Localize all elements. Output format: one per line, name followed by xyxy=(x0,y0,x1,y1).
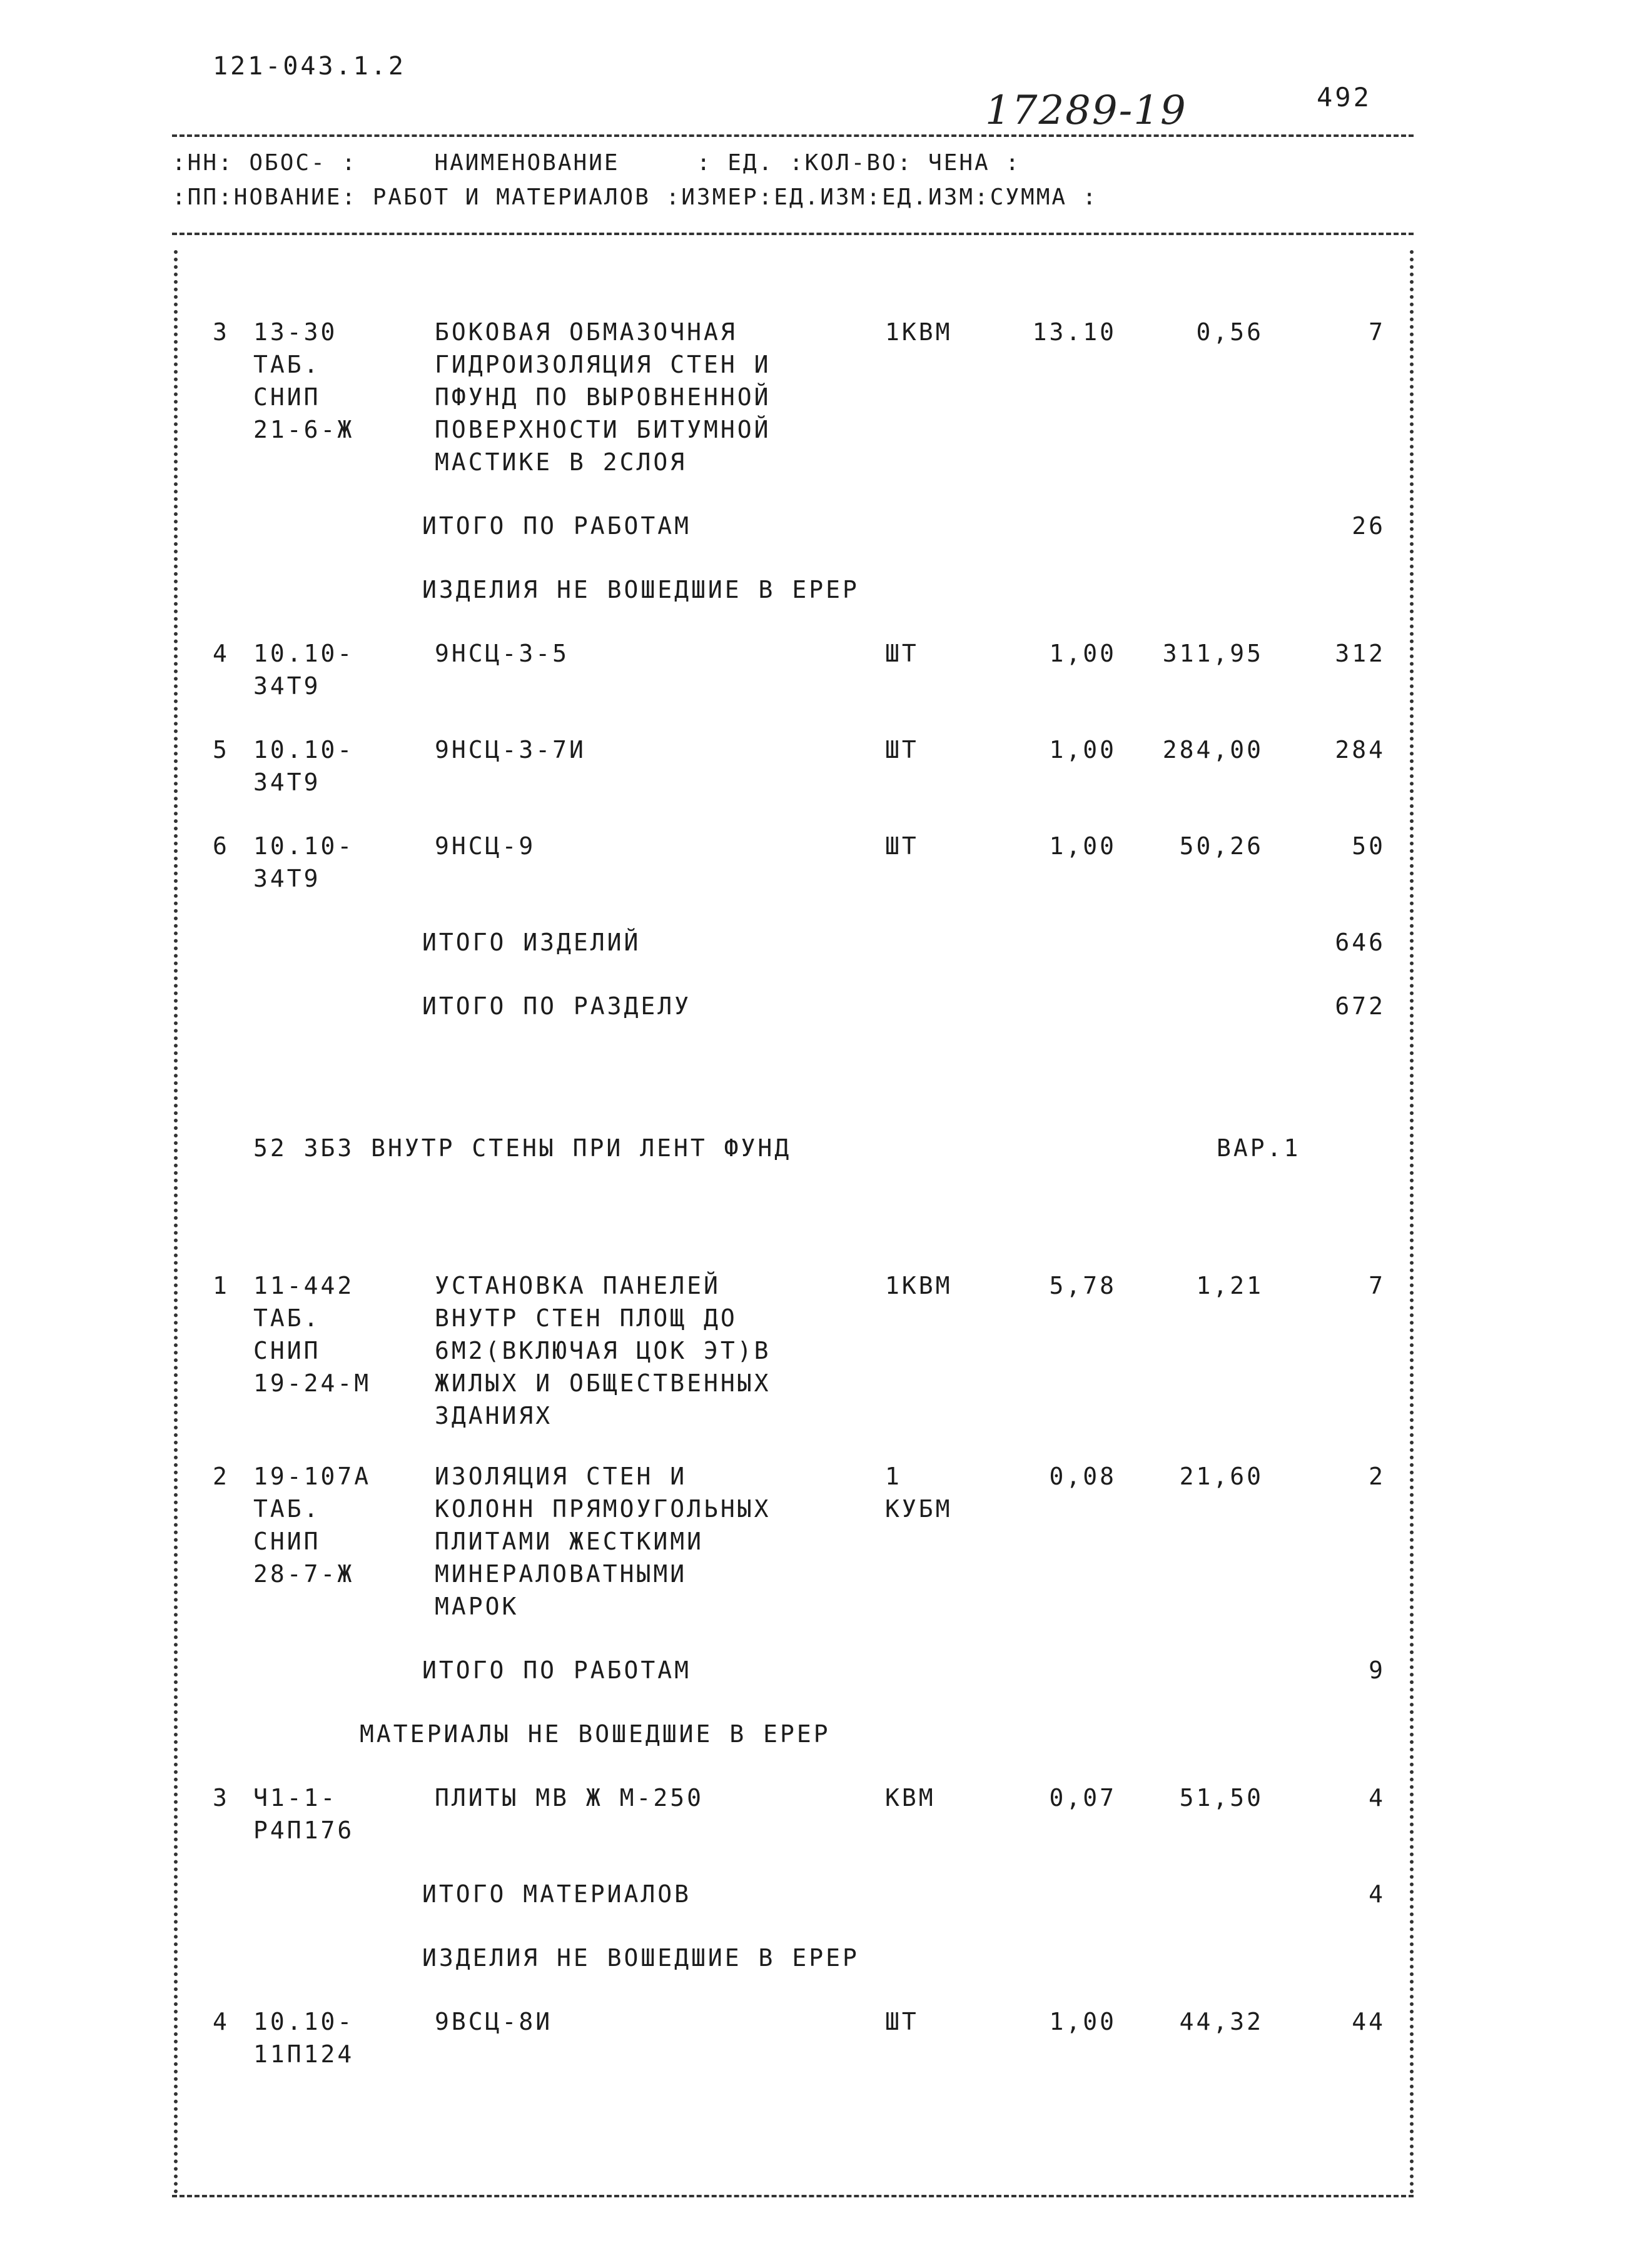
row-code: ТАБ. xyxy=(253,1495,321,1523)
row-price: 21,60 xyxy=(1179,1463,1263,1490)
row-number: 4 xyxy=(213,640,230,667)
section-heading: ИЗДЕЛИЯ НЕ ВОШЕДШИЕ В ЕРЕР xyxy=(422,1944,859,1972)
row-sum: 312 xyxy=(1335,640,1385,667)
page-number: 492 xyxy=(1317,82,1372,113)
row-code: 10.10- xyxy=(253,2008,355,2035)
row-code: 11-442 xyxy=(253,1272,355,1299)
row-quantity: 1,00 xyxy=(1049,2008,1116,2035)
row-name: ПФУНД ПО ВЫРОВНЕННОЙ xyxy=(435,383,771,411)
row-name: МАСТИКЕ В 2СЛОЯ xyxy=(435,448,687,476)
section-variant: ВАР.1 xyxy=(1217,1134,1301,1162)
row-name: 9НСЦ-9 xyxy=(435,832,536,860)
row-sum: 7 xyxy=(1369,318,1385,346)
row-unit: КУБМ xyxy=(885,1495,953,1523)
row-quantity: 1,00 xyxy=(1049,640,1116,667)
row-number: 5 xyxy=(213,736,230,764)
row-name: ПОВЕРХНОСТИ БИТУМНОЙ xyxy=(435,416,771,443)
row-quantity: 0,07 xyxy=(1049,1784,1116,1812)
row-quantity: 1,00 xyxy=(1049,736,1116,764)
section-title: 52 ЗБЗ ВНУТР СТЕНЫ ПРИ ЛЕНТ ФУНД xyxy=(253,1134,792,1162)
row-code: 28-7-Ж xyxy=(253,1560,355,1588)
bottom-border xyxy=(172,2195,1414,2197)
row-name: ПЛИТАМИ ЖЕСТКИМИ xyxy=(435,1528,704,1555)
row-number: 1 xyxy=(213,1272,230,1299)
row-unit: ШТ xyxy=(885,832,919,860)
row-code: ТАБ. xyxy=(253,351,321,378)
header-divider xyxy=(172,233,1414,235)
row-code: 10.10- xyxy=(253,832,355,860)
row-number: 3 xyxy=(213,318,230,346)
row-number: 3 xyxy=(213,1784,230,1812)
row-price: 44,32 xyxy=(1179,2008,1263,2035)
row-code: 34Т9 xyxy=(253,672,321,700)
summary-label: ИТОГО ПО РАБОТАМ xyxy=(422,1656,692,1684)
row-code: 21-6-Ж xyxy=(253,416,355,443)
row-code: 11П124 xyxy=(253,2040,355,2068)
row-quantity: 5,78 xyxy=(1049,1272,1116,1299)
row-number: 2 xyxy=(213,1463,230,1490)
row-unit: ШТ xyxy=(885,736,919,764)
summary-sum: 646 xyxy=(1335,929,1385,956)
row-code: Р4П176 xyxy=(253,1817,355,1844)
summary-sum: 4 xyxy=(1369,1880,1385,1908)
row-unit: ШТ xyxy=(885,640,919,667)
row-code: 34Т9 xyxy=(253,769,321,796)
row-name: МАРОК xyxy=(435,1593,519,1620)
row-sum: 4 xyxy=(1369,1784,1385,1812)
row-unit: 1 xyxy=(885,1463,902,1490)
row-code: ТАБ. xyxy=(253,1304,321,1332)
section-heading: МАТЕРИАЛЫ НЕ ВОШЕДШИЕ В ЕРЕР xyxy=(360,1720,831,1748)
row-name: ГИДРОИЗОЛЯЦИЯ СТЕН И xyxy=(435,351,771,378)
row-code: 19-24-М xyxy=(253,1369,372,1397)
header-line-1: :НН: ОБОС- : НАИМЕНОВАНИЕ : ЕД. :КОЛ-ВО: ЧЕНА : xyxy=(172,150,1021,176)
row-name: 6М2(ВКЛЮЧАЯ ЦОК ЭТ)В xyxy=(435,1337,771,1364)
summary-sum: 26 xyxy=(1352,512,1385,540)
row-name: УСТАНОВКА ПАНЕЛЕЙ xyxy=(435,1272,721,1299)
row-unit: 1КВМ xyxy=(885,1272,953,1299)
row-price: 0,56 xyxy=(1196,318,1263,346)
row-code: СНИП xyxy=(253,1337,321,1364)
handwritten-number: 17289-19 xyxy=(985,88,1187,134)
left-border xyxy=(174,250,178,2195)
row-name: МИНЕРАЛОВАТНЫМИ xyxy=(435,1560,687,1588)
summary-label: ИТОГО ИЗДЕЛИЙ xyxy=(422,929,641,956)
row-sum: 44 xyxy=(1352,2008,1385,2035)
row-sum: 284 xyxy=(1335,736,1385,764)
row-quantity: 1,00 xyxy=(1049,832,1116,860)
row-code: 19-107А xyxy=(253,1463,372,1490)
row-code: СНИП xyxy=(253,383,321,411)
top-border xyxy=(172,134,1414,137)
row-name: 9НСЦ-3-7И xyxy=(435,736,586,764)
row-unit: ШТ xyxy=(885,2008,919,2035)
row-unit: КВМ xyxy=(885,1784,936,1812)
row-name: КОЛОНН ПРЯМОУГОЛЬНЫХ xyxy=(435,1495,771,1523)
right-border xyxy=(1410,250,1414,2195)
row-code: 13-30 xyxy=(253,318,338,346)
row-price: 311,95 xyxy=(1162,640,1263,667)
row-price: 50,26 xyxy=(1179,832,1263,860)
row-name: ПЛИТЫ МВ Ж М-250 xyxy=(435,1784,704,1812)
row-name: ВНУТР СТЕН ПЛОЩ ДО xyxy=(435,1304,737,1332)
row-quantity: 0,08 xyxy=(1049,1463,1116,1490)
summary-sum: 9 xyxy=(1369,1656,1385,1684)
row-number: 4 xyxy=(213,2008,230,2035)
row-code: Ч1-1- xyxy=(253,1784,338,1812)
document-code: 121-043.1.2 xyxy=(213,52,406,81)
summary-label: ИТОГО МАТЕРИАЛОВ xyxy=(422,1880,692,1908)
row-name: 9НСЦ-3-5 xyxy=(435,640,570,667)
row-number: 6 xyxy=(213,832,230,860)
row-code: 34Т9 xyxy=(253,865,321,892)
row-quantity: 13.10 xyxy=(1032,318,1116,346)
row-sum: 7 xyxy=(1369,1272,1385,1299)
row-name: ЖИЛЫХ И ОБЩЕСТВЕННЫХ xyxy=(435,1369,771,1397)
row-sum: 2 xyxy=(1369,1463,1385,1490)
row-code: 10.10- xyxy=(253,736,355,764)
row-unit: 1КВМ xyxy=(885,318,953,346)
row-sum: 50 xyxy=(1352,832,1385,860)
row-name: ИЗОЛЯЦИЯ СТЕН И xyxy=(435,1463,687,1490)
row-name: БОКОВАЯ ОБМАЗОЧНАЯ xyxy=(435,318,737,346)
row-name: ЗДАНИЯХ xyxy=(435,1402,553,1429)
summary-label: ИТОГО ПО РАБОТАМ xyxy=(422,512,692,540)
row-price: 284,00 xyxy=(1162,736,1263,764)
row-price: 51,50 xyxy=(1179,1784,1263,1812)
header-line-2: :ПП:НОВАНИЕ: РАБОТ И МАТЕРИАЛОВ :ИЗМЕР:ЕД.ИЗМ:ЕД.ИЗМ:СУММА : xyxy=(172,184,1098,210)
row-code: СНИП xyxy=(253,1528,321,1555)
row-name: 9ВСЦ-8И xyxy=(435,2008,553,2035)
row-price: 1,21 xyxy=(1196,1272,1263,1299)
summary-sum: 672 xyxy=(1335,992,1385,1020)
section-heading: ИЗДЕЛИЯ НЕ ВОШЕДШИЕ В ЕРЕР xyxy=(422,576,859,603)
row-code: 10.10- xyxy=(253,640,355,667)
summary-label: ИТОГО ПО РАЗДЕЛУ xyxy=(422,992,692,1020)
